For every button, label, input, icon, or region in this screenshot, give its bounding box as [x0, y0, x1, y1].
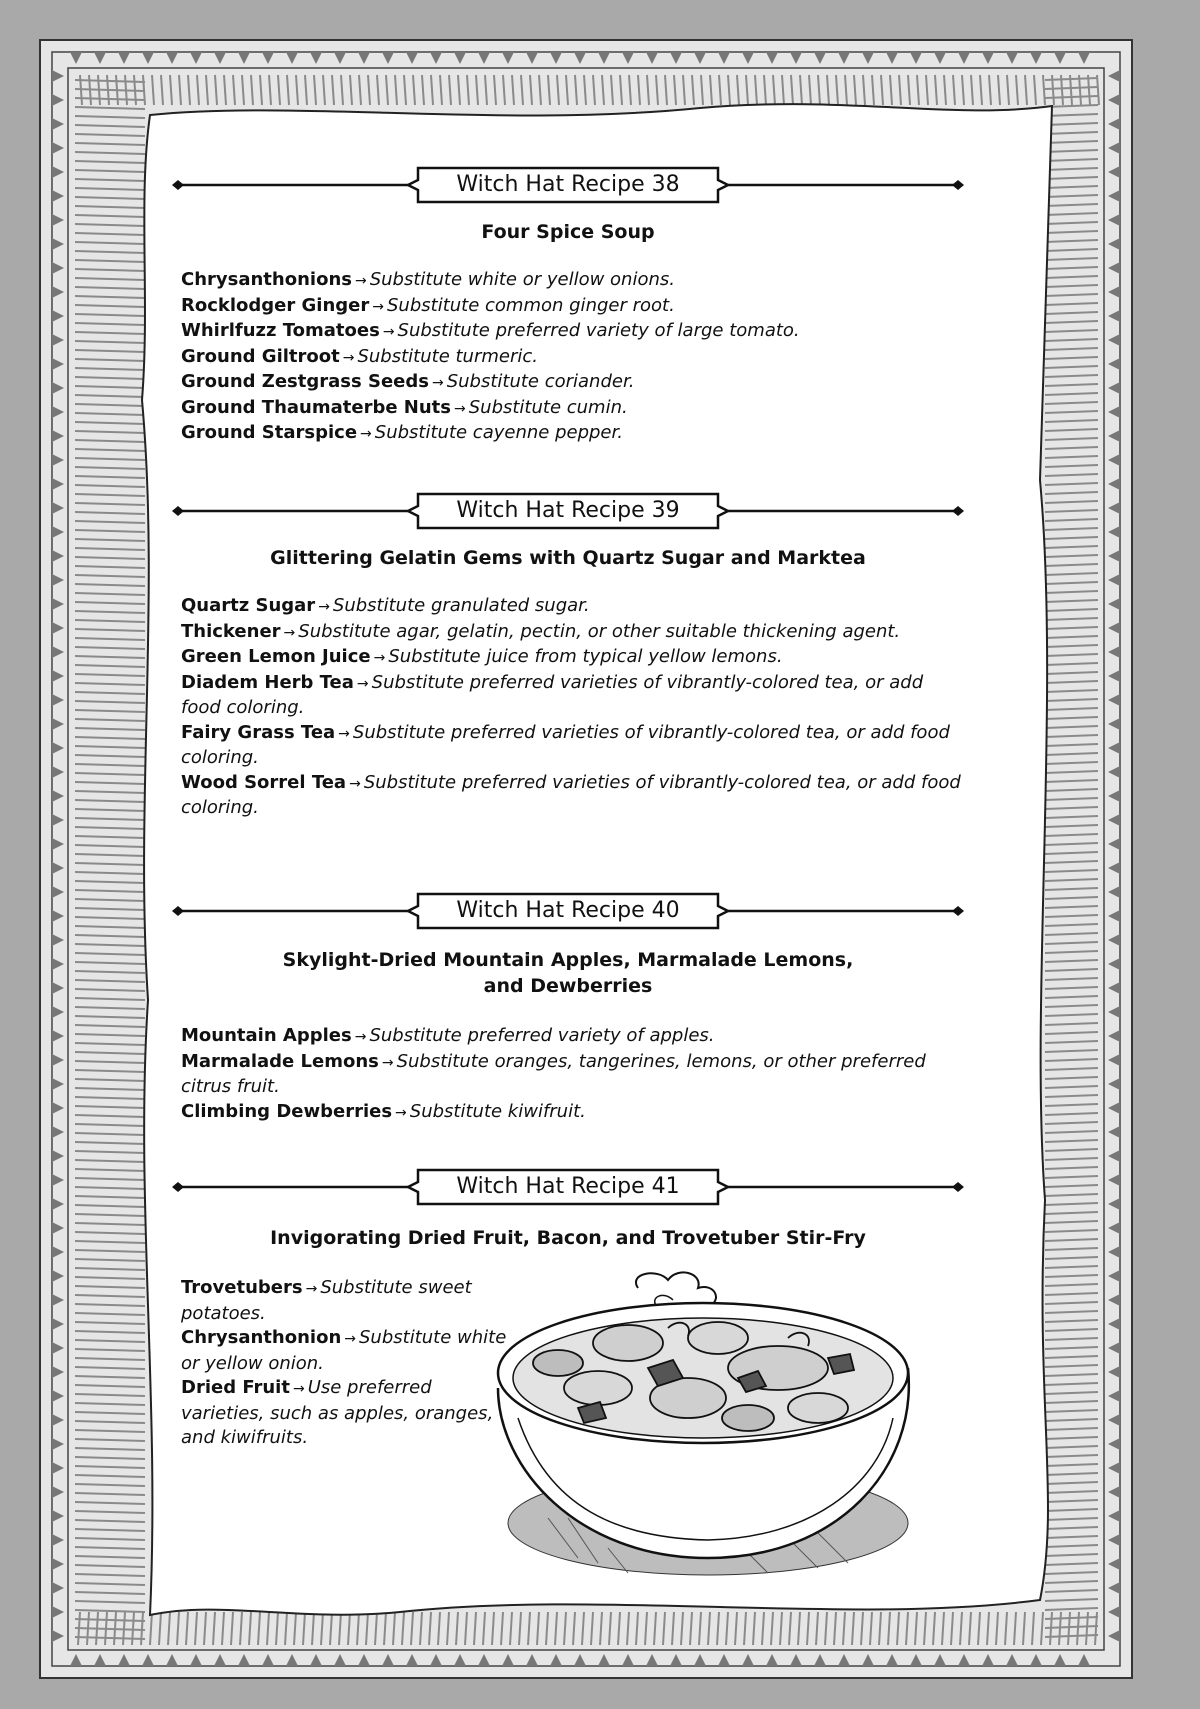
recipe-38-banner: [172, 160, 964, 210]
substitute-text: Substitute oranges, tangerines, lemons, or other preferred citrus fruit.: [181, 1050, 926, 1097]
arrow-icon: →: [354, 273, 367, 289]
substitute-text: Substitute white or yellow onion.: [181, 1327, 507, 1374]
recipe-41-ingredient-list: [181, 1276, 511, 1451]
ingredient-name: Quartz Sugar: [181, 595, 316, 616]
list-item: [181, 1376, 511, 1451]
ingredient-name: Diadem Herb Tea: [181, 671, 354, 693]
recipe-41-heading: Witch Hat Recipe 41: [456, 1174, 680, 1199]
list-item: [181, 268, 961, 294]
arrow-icon: →: [305, 1281, 318, 1297]
list-item: [181, 771, 961, 821]
ingredient-name: Mountain Apples: [181, 1025, 352, 1046]
arrow-icon: →: [292, 1381, 305, 1397]
ingredient-name: Wood Sorrel Tea: [181, 771, 347, 793]
list-item: [181, 345, 961, 371]
recipe-41-banner: [172, 1162, 964, 1212]
arrow-icon: →: [283, 624, 296, 641]
substitute-text: Use preferred varieties, such as apples, oranges, and kiwifruits.: [181, 1377, 494, 1448]
arrow-icon: →: [382, 324, 395, 340]
ingredient-name: Climbing Dewberries: [181, 1100, 393, 1122]
substitute-text: Substitute granulated sugar.: [332, 595, 590, 616]
substitute-text: Substitute coriander.: [446, 371, 635, 392]
list-item: [181, 421, 961, 447]
list-item: [181, 319, 961, 345]
recipe-38-ingredient-list: [181, 268, 961, 447]
substitute-text: Substitute agar, gelatin, pectin, or other suitable thickening agent.: [298, 620, 901, 642]
arrow-icon: →: [356, 675, 369, 692]
substitute-text: Substitute common ginger root.: [387, 294, 675, 316]
recipe-38-title: Four Spice Soup: [481, 221, 655, 243]
substitute-text: Substitute kiwifruit.: [409, 1100, 586, 1122]
arrow-icon: →: [372, 298, 384, 315]
ingredient-name: Rocklodger Ginger: [181, 294, 370, 316]
arrow-icon: →: [354, 1029, 367, 1045]
recipe-39-ingredient-list: [181, 594, 961, 821]
ingredient-name: Green Lemon Juice: [181, 646, 371, 667]
recipe-40-title-line2: and Dewberries: [483, 975, 653, 997]
arrow-icon: →: [395, 1104, 407, 1121]
substitute-text: Substitute cayenne pepper.: [374, 422, 623, 443]
recipe-40-banner: [172, 886, 964, 936]
ingredient-name: Fairy Grass Tea: [181, 721, 336, 743]
list-item: [181, 721, 961, 771]
recipe-39-banner: [172, 486, 964, 536]
arrow-icon: →: [373, 650, 386, 666]
recipe-39-title: Glittering Gelatin Gems with Quartz Sugar and Marktea: [270, 547, 866, 569]
stir-fry-bowl-illustration: [488, 1268, 928, 1598]
substitute-text: Substitute preferred varieties of vibrantly-colored tea, or add food coloring.: [181, 771, 961, 818]
arrow-icon: →: [381, 1054, 394, 1071]
ingredient-name: Ground Zestgrass Seeds: [181, 371, 429, 392]
substitute-text: Substitute sweet potatoes.: [181, 1277, 472, 1324]
arrow-icon: →: [349, 775, 361, 792]
list-item: [181, 294, 961, 320]
list-item: [181, 1276, 511, 1326]
arrow-icon: →: [342, 349, 355, 366]
substitute-text: Substitute preferred variety of large tomato.: [397, 320, 800, 341]
arrow-icon: →: [360, 426, 372, 442]
list-item: [181, 1050, 961, 1100]
arrow-icon: →: [431, 375, 444, 391]
list-item: [181, 645, 961, 671]
recipe-41-title: Invigorating Dried Fruit, Bacon, and Trovetuber Stir-Fry: [270, 1227, 866, 1249]
list-item: [181, 671, 961, 721]
ingredient-name: Ground Thaumaterbe Nuts: [181, 396, 451, 418]
substitute-text: Substitute juice from typical yellow lemons.: [388, 646, 783, 667]
arrow-icon: →: [344, 1331, 356, 1347]
list-item: [181, 1100, 961, 1126]
list-item: [181, 594, 961, 620]
substitute-text: Substitute preferred variety of apples.: [369, 1025, 715, 1046]
recipe-38-heading: Witch Hat Recipe 38: [456, 172, 680, 197]
list-item: [181, 396, 961, 422]
recipe-39-heading: Witch Hat Recipe 39: [456, 498, 680, 523]
arrow-icon: →: [454, 400, 466, 417]
arrow-icon: →: [338, 725, 350, 742]
list-item: [181, 1326, 511, 1376]
ingredient-name: Chrysanthonions: [181, 269, 352, 290]
recipe-40-ingredient-list: [181, 1024, 961, 1125]
ingredient-name: Chrysanthonion: [181, 1327, 342, 1348]
ingredient-name: Dried Fruit: [181, 1377, 290, 1398]
ingredient-name: Ground Giltroot: [181, 345, 340, 367]
recipe-40-title-line1: Skylight-Dried Mountain Apples, Marmalade Lemons,: [282, 949, 854, 971]
arrow-icon: →: [318, 599, 330, 615]
substitute-text: Substitute white or yellow onions.: [369, 269, 675, 290]
list-item: [181, 370, 961, 396]
substitute-text: Substitute turmeric.: [357, 345, 538, 367]
substitute-text: Substitute cumin.: [468, 396, 628, 418]
list-item: [181, 620, 961, 646]
ingredient-name: Ground Starspice: [181, 422, 358, 443]
ingredient-name: Trovetubers: [181, 1277, 303, 1298]
substitute-text: Substitute preferred varieties of vibrantly-colored tea, or add food coloring.: [181, 671, 924, 718]
recipe-40-heading: Witch Hat Recipe 40: [456, 898, 680, 923]
ingredient-name: Whirlfuzz Tomatoes: [181, 320, 380, 341]
list-item: [181, 1024, 961, 1050]
ingredient-name: Thickener: [181, 620, 281, 642]
substitute-text: Substitute preferred varieties of vibrantly-colored tea, or add food coloring.: [181, 721, 950, 768]
ingredient-name: Marmalade Lemons: [181, 1050, 379, 1072]
